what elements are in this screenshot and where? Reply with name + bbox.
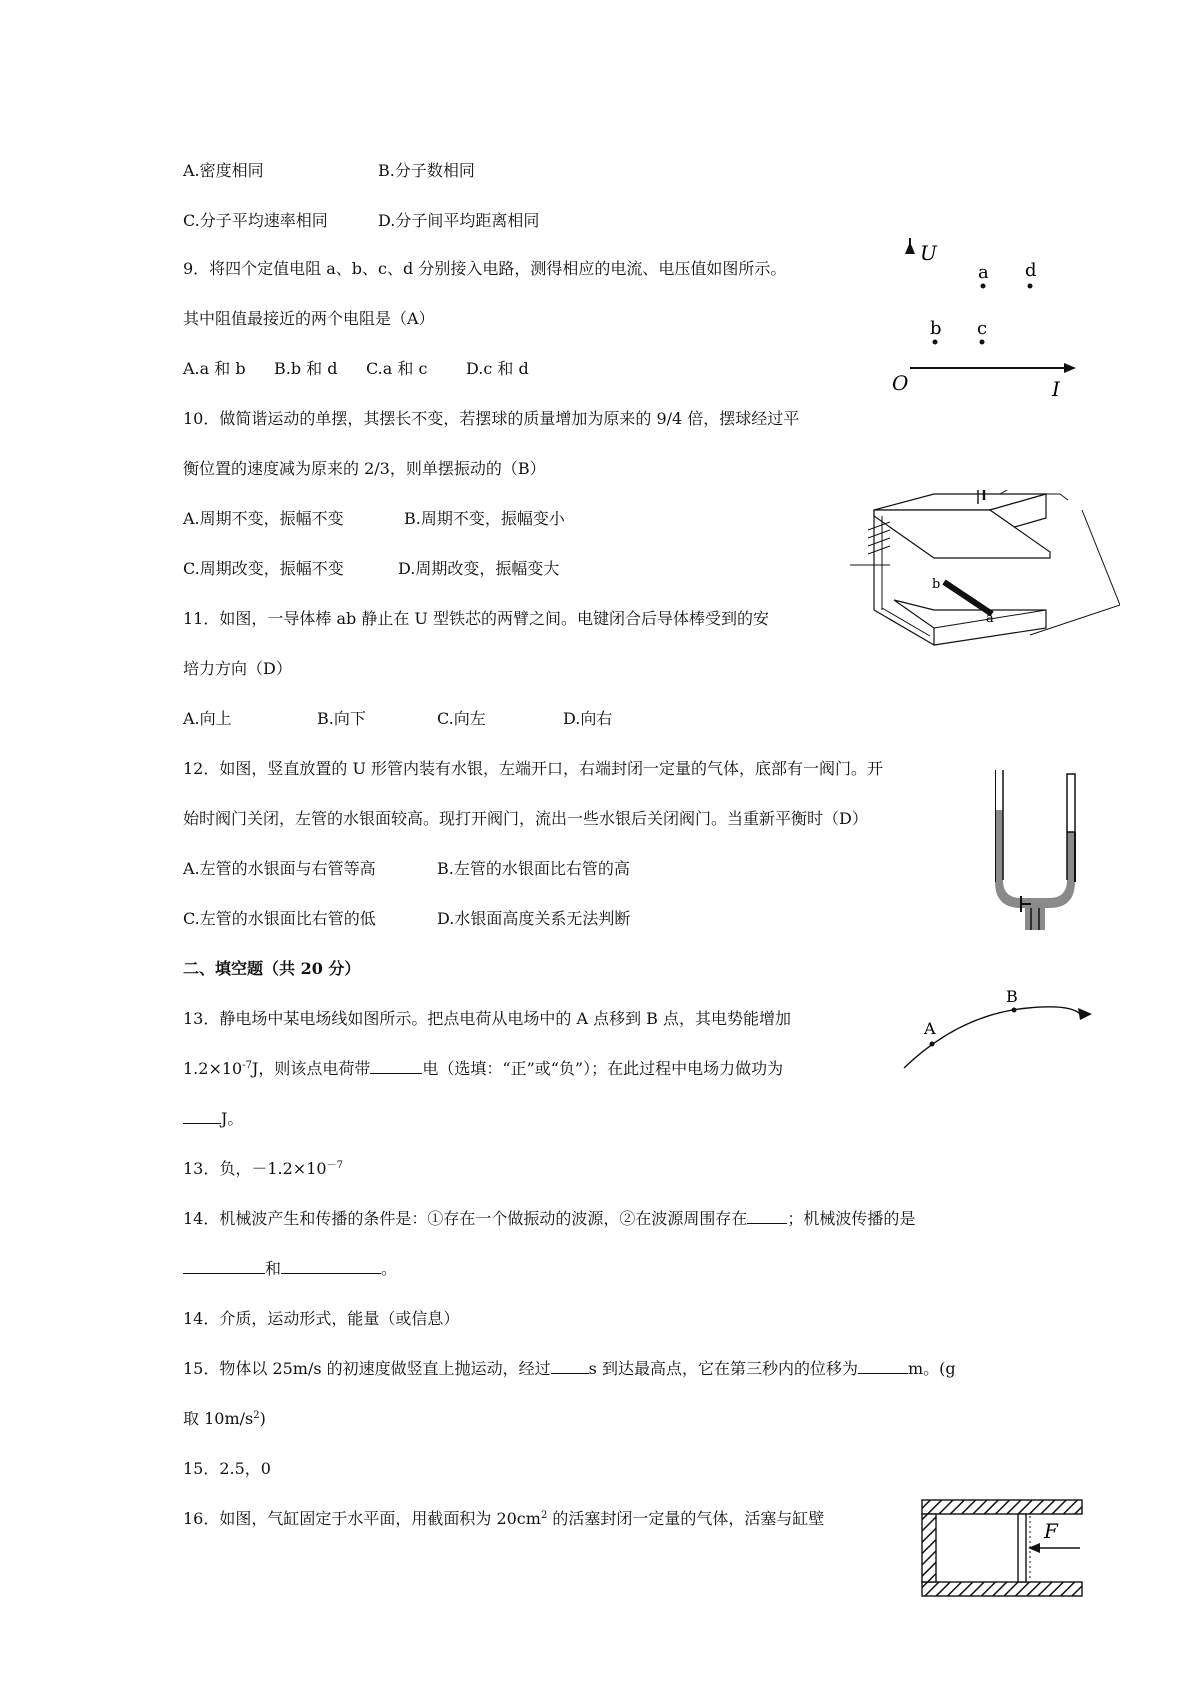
q10-option-a: A.周期不变，振幅不变 [183,509,344,528]
q16-cylinder-figure [920,1498,1085,1598]
q13-answer [183,1158,343,1180]
q9-point-a-label: a [978,262,989,283]
q16-label-f: F [1044,1519,1058,1543]
q13-answer-exponent: －7 [326,1160,343,1171]
q15-exponent: 2 [253,1410,260,1421]
q14-text-end: 。 [381,1259,398,1278]
q13-exponent: -7 [242,1060,252,1071]
q12-stem-line2: 始时阀门关闭，左管的水银面较高。现打开阀门，流出一些水银后关闭阀门。当重新平衡时（D） [183,809,868,828]
q13-stem-line3 [183,1108,243,1130]
q16-stem-line1 [183,1508,824,1530]
q13-value: 1.2×10 [183,1059,243,1078]
q13-answer-text: 13．负，－1.2×10 [183,1159,327,1178]
q11-option-b: B.向下 [317,709,366,728]
q12-stem-line1: 12．如图，竖直放置的 U 形管内装有水银，左端开口，右端封闭一定量的气体，底部有一阀门。开 [183,759,884,778]
q9-stem-line2: 其中阻值最接近的两个电阻是（A） [183,309,435,328]
q15-text-d: 取 10m/s [183,1409,254,1428]
q11-option-d: D.向右 [563,709,613,728]
q16-text-b: 的活塞封闭一定量的气体，活塞与缸壁 [547,1509,825,1528]
q13-blank-work[interactable] [183,1109,221,1124]
q13-field-line-figure [900,990,1100,1070]
q12-option-a: A.左管的水银面与右管等高 [183,859,376,878]
q12-option-d: D.水银面高度关系无法判断 [437,909,631,928]
q9-ui-graph-figure [880,238,1080,398]
q13-label-b: B [1006,990,1018,1006]
q9-point-b [933,340,938,345]
q11-option-a: A.向上 [183,709,232,728]
q15-blank-displacement[interactable] [858,1359,908,1374]
q15-text-a: 15．物体以 25m/s 的初速度做竖直上抛运动，经过 [183,1359,551,1378]
q11-conductor-rod [944,582,992,614]
q8-option-d: D.分子间平均距离相同 [378,211,540,230]
q9-option-b: B.b 和 d [274,359,338,378]
q11-stem-line1: 11．如图，一导体棒 ab 静止在 U 型铁芯的两臂之间。电键闭合后导体棒受到的安 [183,609,769,628]
q11-option-c: C.向左 [437,709,486,728]
q14-stem-line1 [183,1208,915,1230]
q13-unit: J。 [221,1109,244,1128]
q15-blank-time[interactable] [551,1359,589,1374]
q8-option-c: C.分子平均速率相同 [183,211,328,230]
q9-origin-label: O [892,371,909,395]
q14-answer: 14．介质，运动形式，能量（或信息） [183,1309,460,1328]
q8-option-a: A.密度相同 [183,161,264,180]
q10-option-c: C.周期改变，振幅不变 [183,559,344,578]
q10-stem-line1: 10．做简谐运动的单摆，其摆长不变，若摆球的质量增加为原来的 9/4 倍，摆球经过平 [183,409,800,428]
q15-text-c: m。(g [907,1359,956,1378]
q16-text-a: 16．如图，气缸固定于水平面，用截面积为 20cm [183,1509,541,1528]
q9-point-d-label: d [1025,260,1037,281]
q10-stem-line2: 衡位置的速度减为原来的 2/3，则单摆振动的（B） [183,459,546,478]
q9-axis-u-label: U [920,241,937,265]
q9-point-d [1028,284,1033,289]
q9-stem-line1: 9．将四个定值电阻 a、b、c、d 分别接入电路，测得相应的电流、电压值如图所示。 [183,259,787,278]
q9-option-d: D.c 和 d [466,359,529,378]
q11-label-a: a [986,611,994,626]
q15-text-e: ) [259,1409,266,1428]
q16-piston [1018,1514,1026,1582]
q9-option-a: A.a 和 b [183,359,246,378]
q13-blank-charge[interactable] [370,1059,422,1074]
q14-blank-medium[interactable] [747,1209,787,1224]
q14-text-mid: 和 [265,1259,282,1278]
q11-label-b: b [932,577,941,592]
q9-point-b-label: b [930,318,942,339]
q10-option-d: D.周期改变，振幅变大 [398,559,560,578]
q14-stem-line2 [183,1258,397,1280]
q12-u-tube-figure [995,770,1105,930]
q13-text-c: 电（选填：“正”或“负”）；在此过程中电场力做功为 [422,1059,784,1078]
q13-stem-line1: 13．静电场中某电场线如图所示。把点电荷从电场中的 A 点移到 B 点，其电势能增加 [183,1009,792,1028]
q16-exponent: 2 [540,1510,548,1521]
q12-option-c: C.左管的水银面比右管的低 [183,909,376,928]
q14-blank-form[interactable] [183,1259,265,1274]
q9-point-c [980,340,985,345]
q13-label-a: A [924,1019,936,1038]
q13-stem-line2 [183,1058,783,1080]
section-title-fill-in: 二、填空题（共 20 分） [183,959,361,978]
q9-point-a [981,284,986,289]
q15-answer: 15．2.5，0 [183,1459,271,1478]
q11-u-core-figure [850,490,1120,650]
q13-text-b: J，则该点电荷带 [251,1059,371,1078]
q14-text-a: 14．机械波产生和传播的条件是：①存在一个做振动的波源，②在波源周围存在 [183,1209,748,1228]
q14-blank-energy[interactable] [281,1259,381,1274]
q9-option-c: C.a 和 c [366,359,428,378]
q10-option-b: B.周期不变，振幅变小 [404,509,565,528]
q14-text-b: ；机械波传播的是 [787,1209,916,1228]
q15-stem-line2 [183,1408,266,1430]
q12-option-b: B.左管的水银面比右管的高 [437,859,630,878]
q11-stem-line2: 培力方向（D） [183,659,292,678]
q15-stem-line1 [183,1358,956,1380]
q9-axis-i-label: I [1052,377,1060,398]
q15-text-b: s 到达最高点，它在第三秒内的位移为 [588,1359,858,1378]
q8-option-b: B.分子数相同 [378,161,475,180]
q9-point-c-label: c [977,318,988,339]
